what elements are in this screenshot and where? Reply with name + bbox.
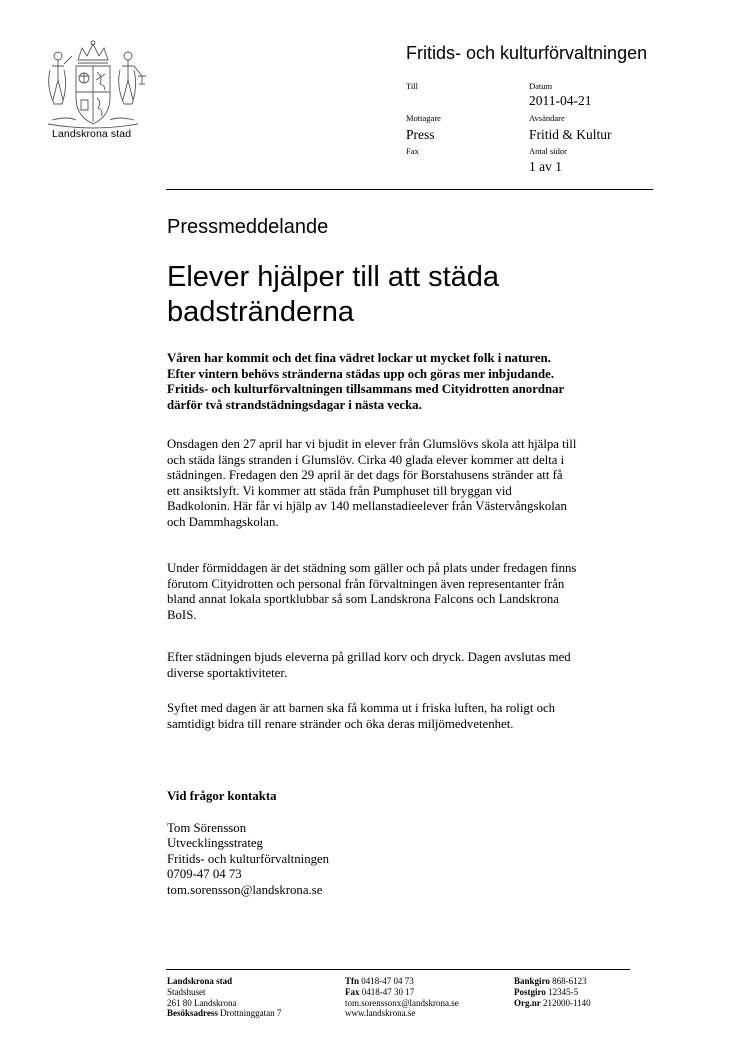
footer-postgiro-value: 12345-5	[545, 986, 579, 997]
text-line: ett ansiktslyft. Vi kommer att städa från Pumphuset till bryggan vid	[167, 483, 512, 498]
footer-orgnr-value: 212000-1140	[540, 997, 591, 1008]
contact-title: Utvecklingsstrateg	[167, 836, 263, 851]
body-paragraph-2	[167, 561, 657, 623]
lead-paragraph	[167, 351, 657, 413]
till-label: Till	[406, 81, 418, 91]
footer-fax-label: Fax	[345, 986, 360, 997]
text-line: bland annat lokala sportklubbar så som Landskrona Falcons och Landskrona	[167, 592, 559, 606]
footer-postal: 261 80 Landskrona	[167, 997, 237, 1008]
text-line: Våren har kommit och det fina vädret lockar ut mycket folk i naturen.	[167, 351, 551, 365]
footer-address-column	[167, 976, 281, 1019]
body-paragraph-1	[167, 437, 657, 530]
text-line: samtidigt bidra till renare stränder och öka deras miljömedvetenhet.	[167, 716, 514, 731]
text-line: därför två strandstädningsdagar i nästa vecka.	[167, 397, 422, 412]
footer-orgnr-label: Org.nr	[514, 997, 541, 1008]
contact-phone: 0709-47 04 73	[167, 867, 242, 882]
footer-org: Landskrona stad	[167, 976, 233, 986]
footer-visit-label: Besöksadress	[167, 1008, 218, 1019]
text-line: och städa längs stranden i Glumslöv. Cirka 40 glada elever kommer att delta i	[167, 452, 565, 467]
text-line: Under förmiddagen är det städning som gäller och på plats under fredagen finns	[167, 561, 577, 575]
headline	[167, 260, 627, 330]
footer-email[interactable]: tom.sorenssonx@landskrona.se	[345, 997, 459, 1008]
datum-label: Datum	[529, 81, 553, 91]
headline-line: badstränderna	[167, 296, 355, 328]
avsandare-label: Avsändare	[529, 113, 565, 123]
footer-visit-value: Drottninggatan 7	[217, 1008, 282, 1019]
department-name: Fritids- och kulturförvaltningen	[406, 43, 648, 63]
text-line: Badkolonin. Här får vi hjälp av 140 mellanstadieelever från Västervångskolan	[167, 499, 567, 513]
footer-tfn-value: 0418-47 04 73	[359, 976, 414, 986]
headline-line: Elever hjälper till att städa	[167, 261, 500, 293]
body-paragraph-4	[167, 701, 657, 732]
text-line: och Dammhagskolan.	[167, 514, 279, 529]
footer-bankgiro-value: 868-6123	[549, 976, 587, 986]
contact-heading: Vid frågor kontakta	[167, 789, 277, 803]
footer-postgiro-label: Postgiro	[514, 986, 546, 997]
footer-fax-value: 0418-47 30 17	[359, 986, 415, 997]
footer-web[interactable]: www.landskrona.se	[345, 1008, 416, 1019]
fax-label: Fax	[406, 146, 419, 156]
mottagare-value: Press	[406, 127, 435, 142]
avsandare-value: Fritid & Kultur	[529, 127, 612, 142]
mottagare-label: Mottagare	[406, 113, 441, 123]
footer-building: Stadshuset	[167, 986, 206, 997]
footer-contact-column	[345, 976, 459, 1019]
contact-org: Fritids- och kulturförvaltningen	[167, 851, 330, 866]
text-line: BoIS.	[167, 607, 197, 622]
document-type: Pressmeddelande	[167, 216, 329, 238]
text-line: Fritids- och kulturförvaltningen tillsammans med Cityidrotten anordnar	[167, 382, 565, 396]
text-line: förutom Cityidrotten och personal från förvaltningen även representanter från	[167, 576, 565, 591]
coat-of-arms-logo	[38, 36, 148, 136]
logo-city-name: Landskrona stad	[52, 128, 132, 140]
datum-value: 2011-04-21	[529, 93, 592, 108]
footer-finance-column	[514, 976, 591, 1008]
text-line: städningen. Fredagen den 29 april är det dags för Borstahusens stränder att få	[167, 468, 563, 482]
contact-email[interactable]: tom.sorensson@landskrona.se	[167, 882, 323, 897]
text-line: Efter städningen bjuds eleverna på grillad korv och dryck. Dagen avslutas med	[167, 650, 571, 664]
text-line: Syftet med dagen är att barnen ska få komma ut i friska luften, ha roligt och	[167, 701, 556, 715]
body-paragraph-3	[167, 650, 657, 681]
footer-divider	[166, 969, 630, 970]
contact-name: Tom Sörensson	[167, 821, 247, 835]
header-divider	[166, 189, 653, 190]
footer-bankgiro-label: Bankgiro	[514, 976, 550, 986]
antal-sidor-label: Antal sidor	[529, 146, 568, 156]
footer-tfn-label: Tfn	[345, 976, 360, 986]
text-line: Onsdagen den 27 april har vi bjudit in elever från Glumslövs skola att hjälpa till	[167, 437, 577, 451]
text-line: diverse sportaktiviteter.	[167, 665, 288, 680]
antal-sidor-value: 1 av 1	[529, 159, 562, 174]
contact-block	[167, 821, 329, 898]
text-line: Efter vintern behövs stränderna städas upp och göras mer inbjudande.	[167, 366, 555, 381]
